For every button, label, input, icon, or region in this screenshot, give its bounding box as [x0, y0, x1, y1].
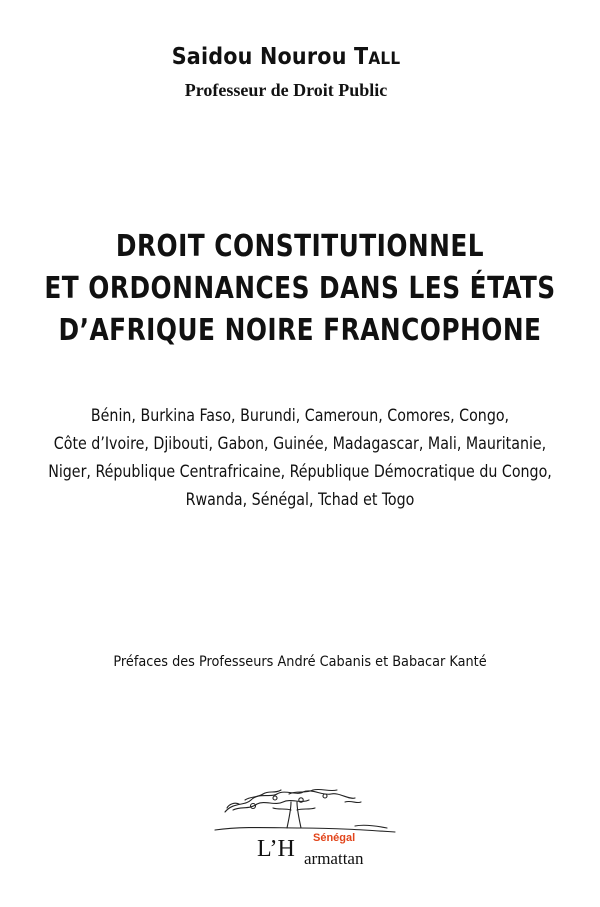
- title-line-3: D’AFRIQUE NOIRE FRANCOPHONE: [58, 313, 542, 348]
- book-title: [24, 226, 576, 352]
- countries-line-1: Bénin, Burkina Faso, Burundi, Cameroun, Comores, Congo,: [90, 406, 510, 426]
- publisher-name-prefix: L’H: [257, 836, 295, 862]
- author-first-names: Saidou Nourou: [171, 44, 347, 70]
- countries-line-3: Niger, République Centrafricaine, République Démocratique du Congo,: [48, 462, 552, 482]
- publisher-region: Sénégal: [313, 832, 356, 844]
- countries-line-2: Côte d’Ivoire, Djibouti, Gabon, Guinée, Madagascar, Mali, Mauritanie,: [53, 434, 547, 454]
- author-name: [0, 44, 572, 70]
- countries-subtitle: [21, 402, 579, 514]
- author-last-rest: ALL: [368, 49, 401, 69]
- publisher-logo: [205, 780, 405, 890]
- prefaces-note: Préfaces des Professeurs André Cabanis et Babacar Kanté: [113, 654, 487, 670]
- tree-landscape-icon: [205, 780, 405, 840]
- title-line-1: DROIT CONSTITUTIONNEL: [115, 229, 485, 264]
- author-role: Professeur de Droit Public: [184, 80, 388, 100]
- countries-line-4: Rwanda, Sénégal, Tchad et Togo: [185, 490, 415, 510]
- title-line-2: ET ORDONNANCES DANS LES ÉTATS: [44, 271, 556, 306]
- publisher-name-rest: armattan: [304, 849, 364, 868]
- author-last-initial: T: [354, 44, 369, 70]
